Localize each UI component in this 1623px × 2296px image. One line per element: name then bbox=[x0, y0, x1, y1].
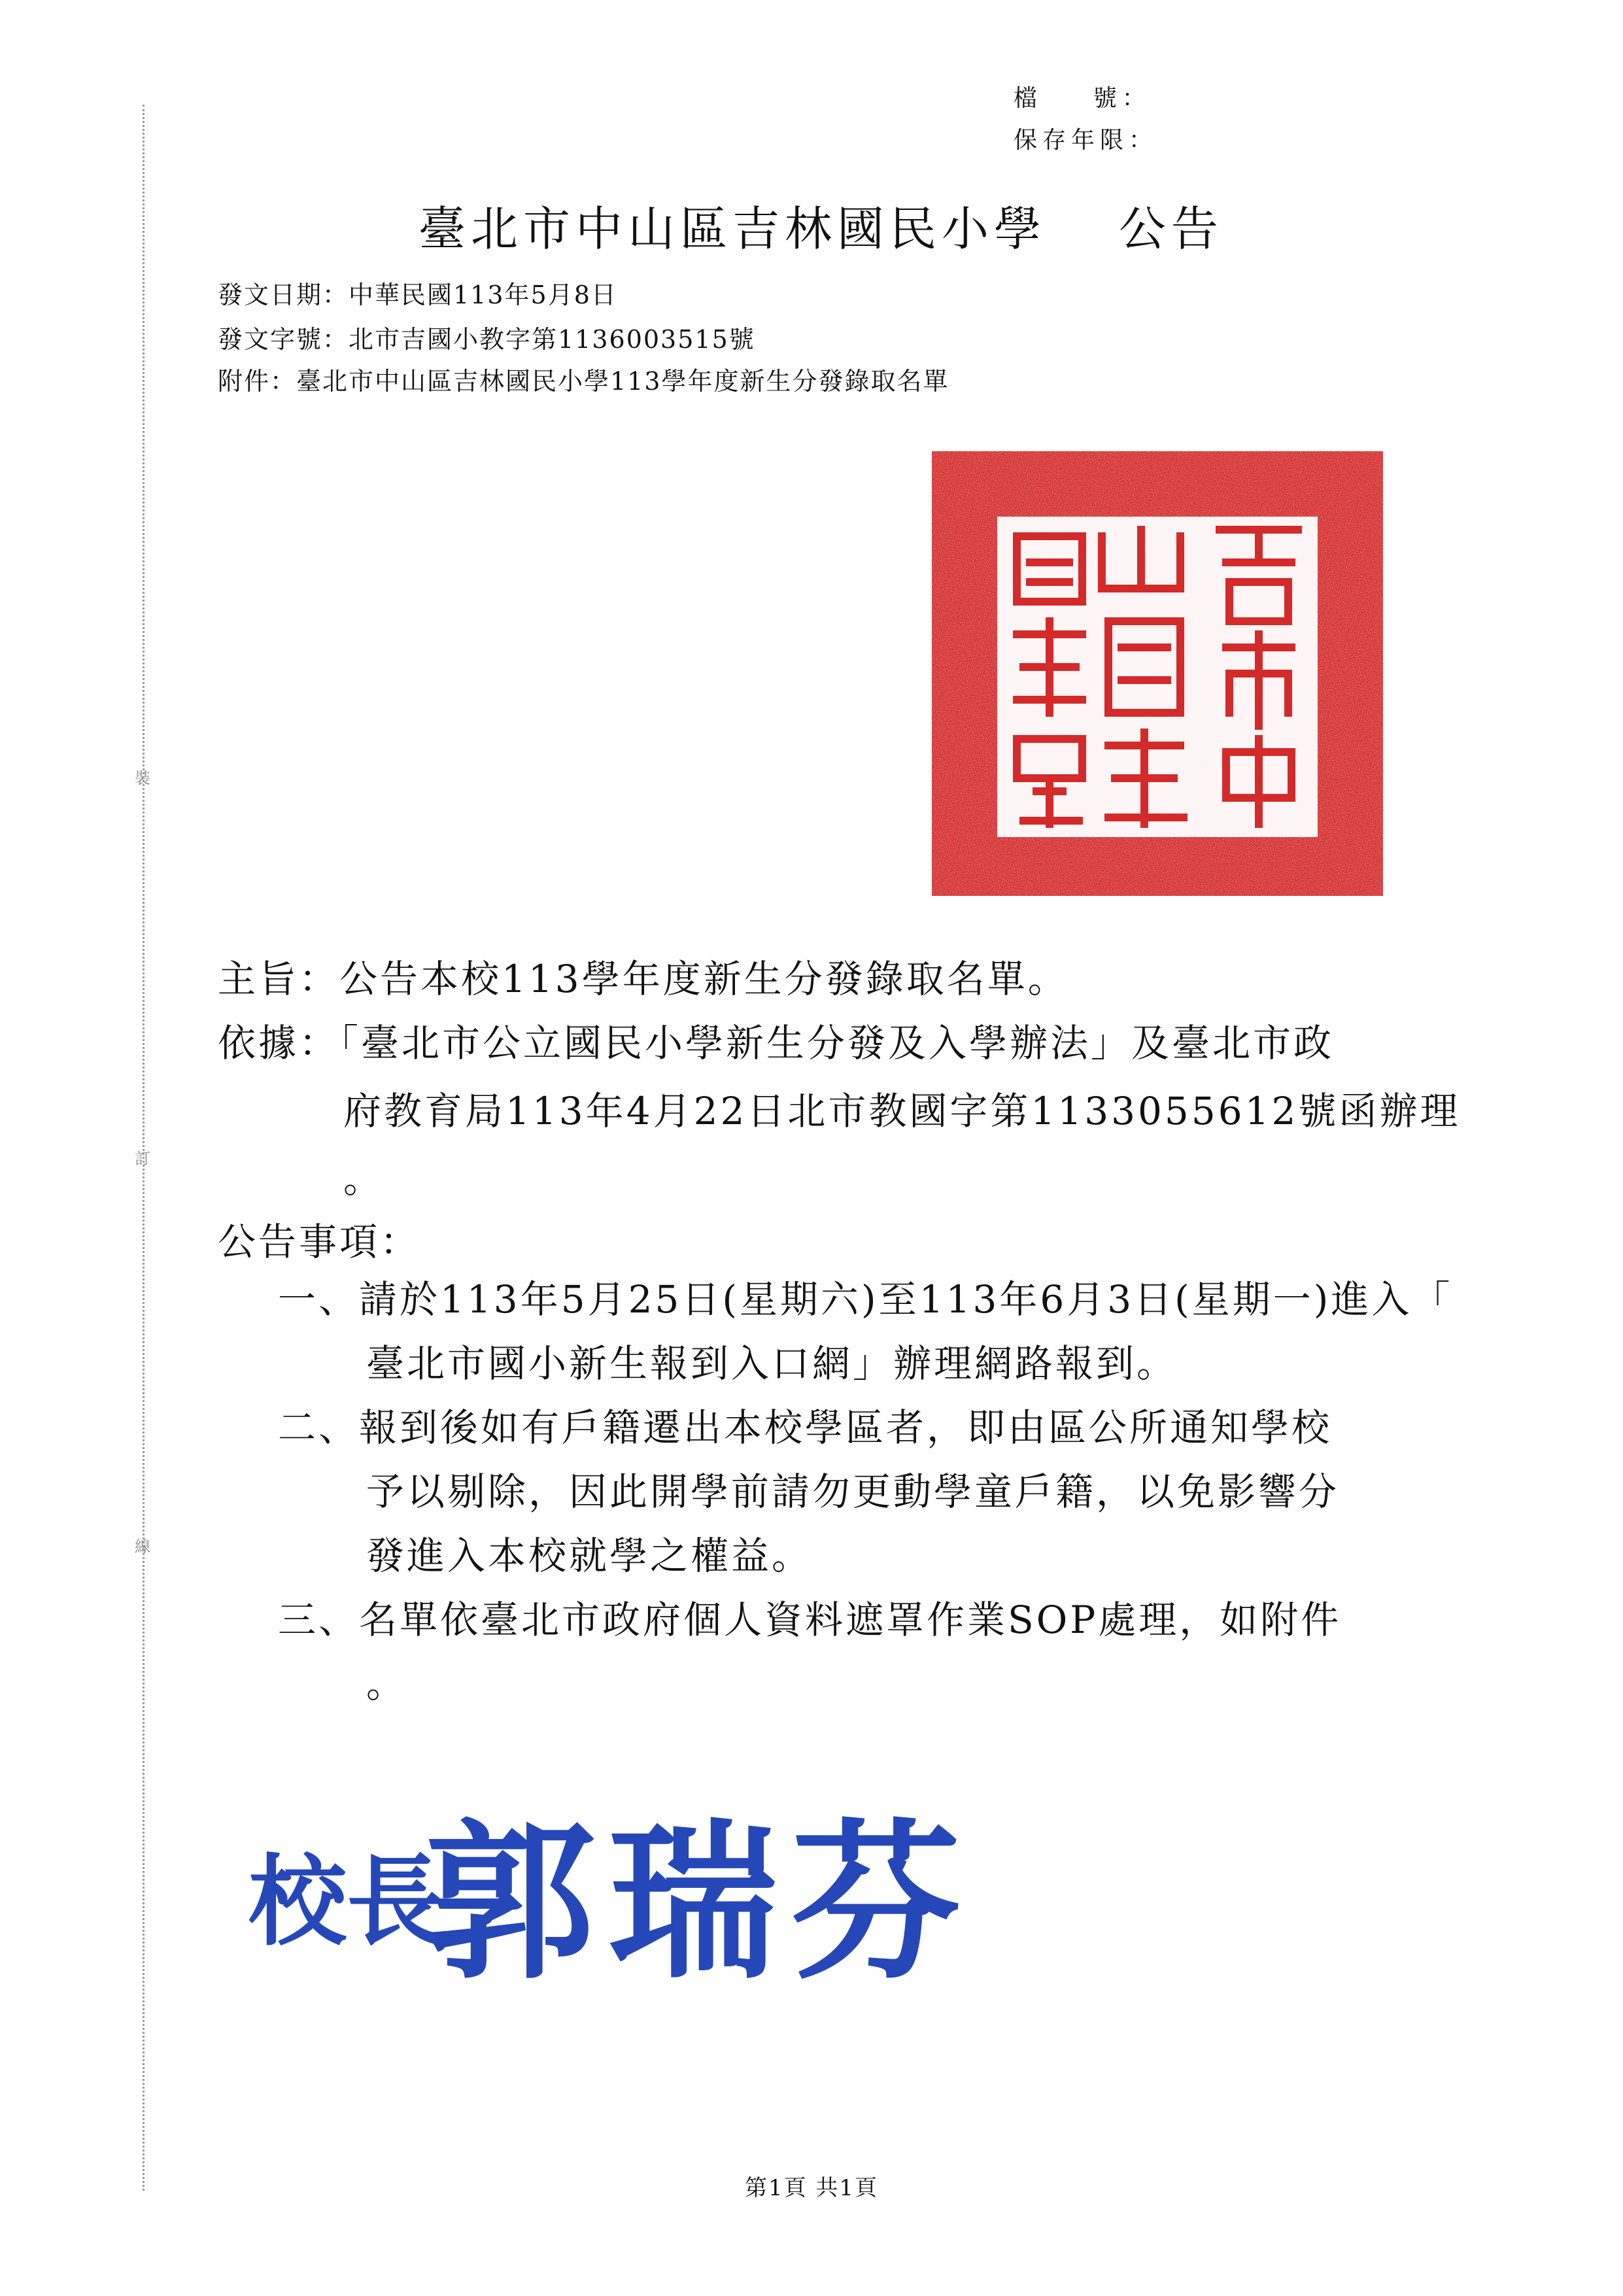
issue-date: 發文日期：中華民國113年5月8日 bbox=[218, 281, 617, 309]
notice-item-1-line-1: 一、請於113年5月25日(星期六)至113年6月3日(星期一)進入「 bbox=[278, 1277, 1453, 1322]
page-footer: 第1頁 共1頁 bbox=[744, 2175, 879, 2201]
principal-title: 校長 bbox=[248, 1844, 445, 1959]
basis-line-2: 府教育局113年4月22日北市教國字第1133055612號函辦理 bbox=[343, 1089, 1461, 1133]
basis-line-1: 依據：「臺北市公立國民小學新生分發及入學辦法」及臺北市政 bbox=[218, 1021, 1335, 1065]
notice-item-2-line-2: 予以剔除，因此開學前請勿更動學童戶籍，以免影響分 bbox=[366, 1469, 1340, 1514]
document-number: 發文字號：北市吉國小教字第1136003515號 bbox=[218, 325, 755, 354]
principal-signature-stamp bbox=[235, 1766, 1020, 2001]
notice-item-1-line-2: 臺北市國小新生報到入口網」辦理網路報到。 bbox=[366, 1341, 1178, 1386]
subject-line: 主旨：公告本校113學年度新生分發錄取名單。 bbox=[218, 957, 1068, 1001]
binding-mark-top: 裝 bbox=[135, 769, 150, 787]
notices-heading: 公告事項： bbox=[218, 1220, 421, 1264]
binding-mark-bottom: 線 bbox=[135, 1537, 150, 1556]
official-seal bbox=[932, 451, 1383, 896]
principal-name: 郭瑞芬 bbox=[425, 1803, 974, 2001]
file-number-label: 檔 號： bbox=[1014, 85, 1151, 112]
binding-mark-middle: 訂 bbox=[135, 1150, 150, 1168]
page-title: 臺北市中山區吉林國民小學 公告 bbox=[419, 201, 1223, 256]
retention-period-label: 保存年限： bbox=[1014, 127, 1158, 154]
notice-item-3-line-1: 三、名單依臺北市政府個人資料遮罩作業SOP處理，如附件 bbox=[278, 1598, 1342, 1642]
notice-item-3-line-2: 。 bbox=[366, 1662, 407, 1706]
notice-item-2-line-3: 發進入本校就學之權益。 bbox=[366, 1534, 813, 1578]
attachment-line: 附件：臺北市中山區吉林國民小學113學年度新生分發錄取名單 bbox=[218, 367, 949, 396]
basis-line-3: 。 bbox=[343, 1157, 384, 1201]
notice-item-2-line-1: 二、報到後如有戶籍遷出本校學區者，即由區公所通知學校 bbox=[278, 1405, 1333, 1450]
